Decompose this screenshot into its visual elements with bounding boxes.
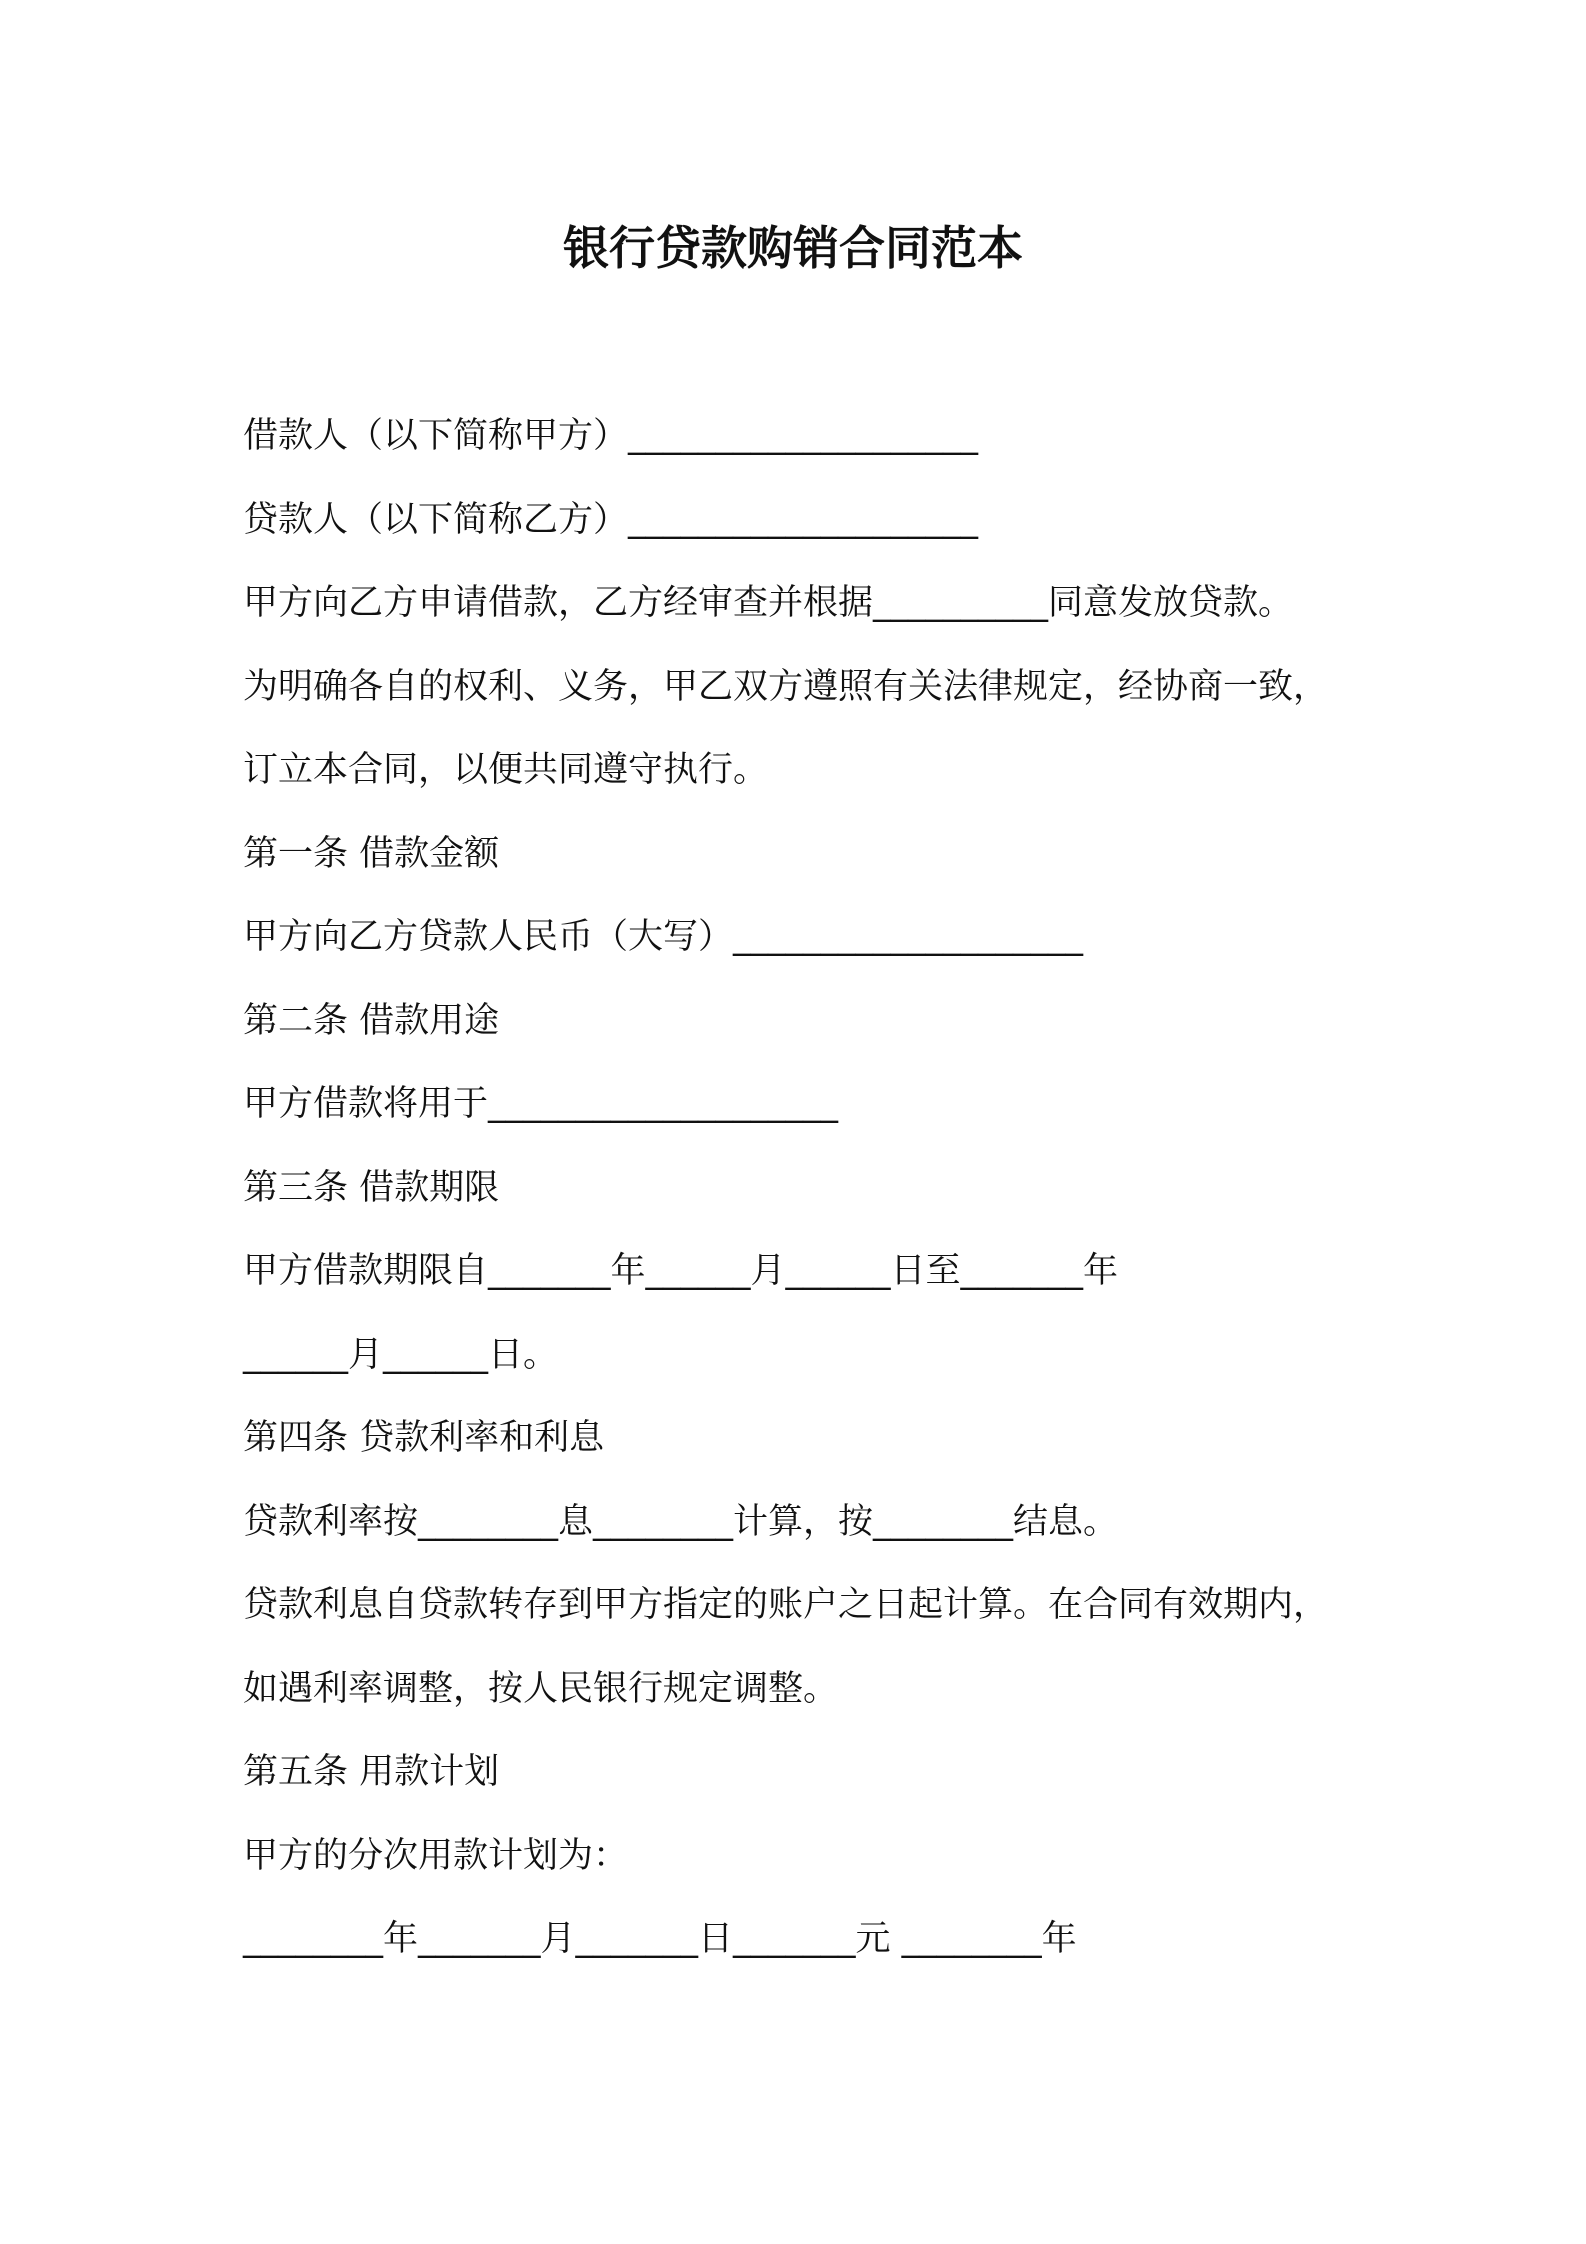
article-heading: 第五条 用款计划 <box>243 1752 500 1792</box>
article-heading: 第一条 借款金额 <box>243 833 500 874</box>
paragraph-line: 订立本合同，以便共同遵守执行。 <box>243 750 769 790</box>
paragraph-line: 贷款利率按________息________计算，按________结息。 <box>243 1501 1119 1542</box>
paragraph-line: 为明确各自的权利、义务，甲乙双方遵照有关法律规定，经协商一致， <box>243 666 1329 707</box>
article-heading: 第三条 借款期限 <box>243 1167 500 1208</box>
document-title: 银行贷款购销合同范本 <box>563 221 1023 275</box>
paragraph-line: 甲方借款将用于____________________ <box>243 1084 839 1124</box>
paragraph-line: ________年_______月_______日_______元 ________年 <box>243 1919 1077 1959</box>
paragraph-line: 甲方向乙方贷款人民币（大写）____________________ <box>243 917 1084 957</box>
borrower-line: 借款人（以下简称甲方）____________________ <box>243 416 979 456</box>
lender-line: 贷款人（以下简称乙方）____________________ <box>243 499 979 540</box>
paragraph-line: 贷款利息自贷款转存到甲方指定的账户之日起计算。在合同有效期内， <box>243 1585 1329 1625</box>
article-heading: 第四条 贷款利率和利息 <box>243 1418 605 1458</box>
paragraph-line: 甲方向乙方申请借款，乙方经审查并根据__________同意发放贷款。 <box>243 583 1294 623</box>
paragraph-line: 如遇利率调整，按人民银行规定调整。 <box>243 1668 839 1709</box>
paragraph-line: 甲方借款期限自_______年______月______日至_______年 <box>243 1251 1119 1291</box>
article-heading: 第二条 借款用途 <box>243 1000 500 1041</box>
paragraph-line: ______月______日。 <box>243 1334 559 1375</box>
paragraph-line: 甲方的分次用款计划为： <box>243 1835 629 1876</box>
document-body <box>243 408 1403 1995</box>
